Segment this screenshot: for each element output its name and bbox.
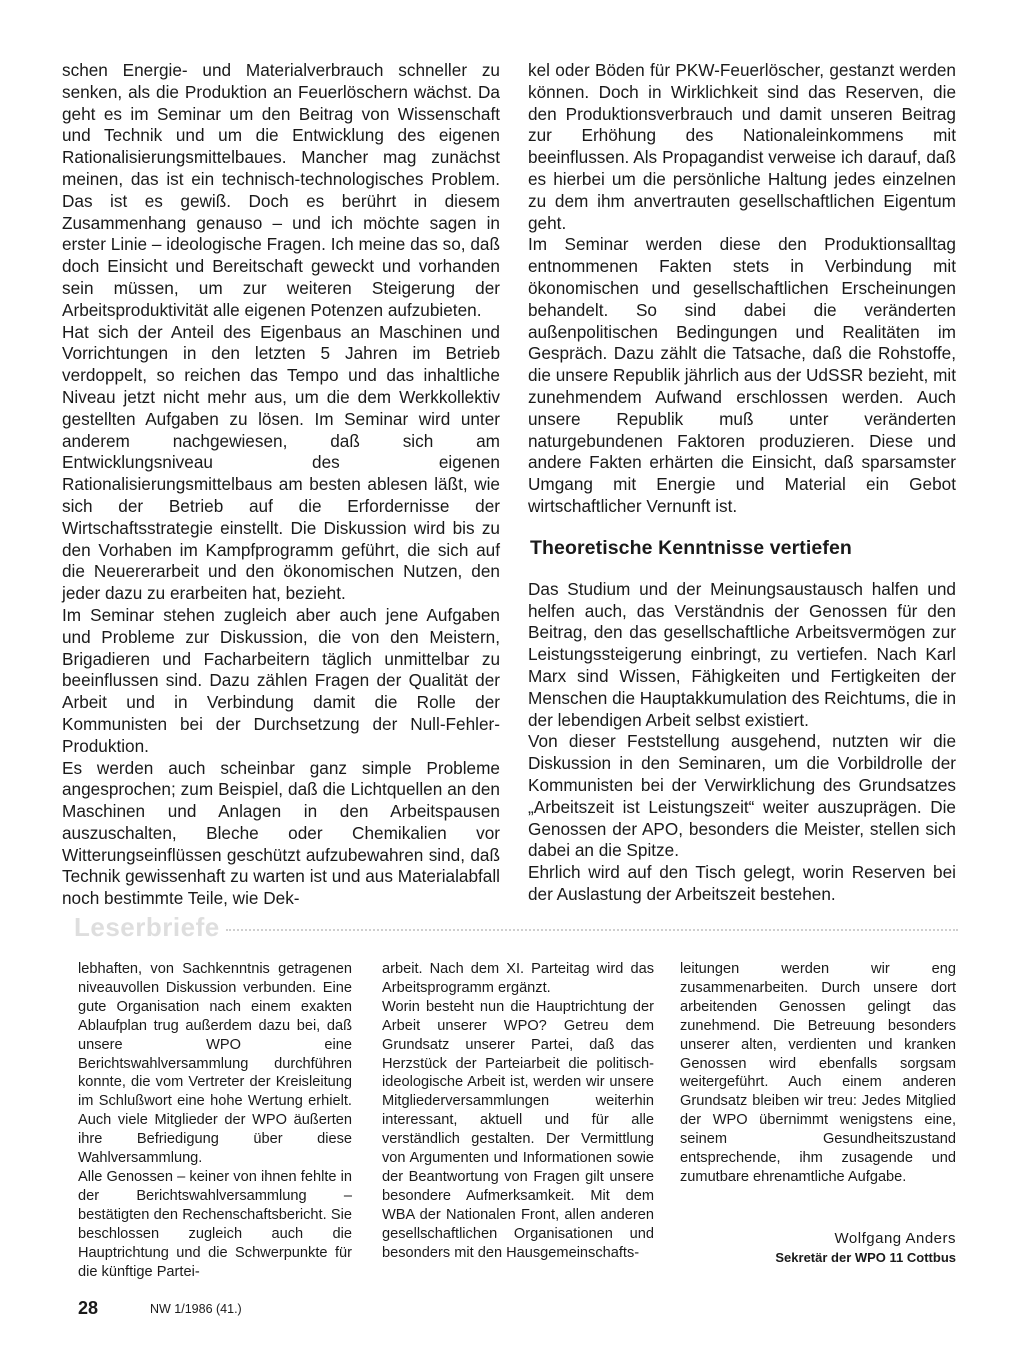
author-name: Wolfgang Anders	[834, 1230, 956, 1247]
article-paragraph: kel oder Böden für PKW-Feuerlöscher, gestanzt werden können. Doch in Wirklichkeit sind das Reserven, die den Produktionsverbrauch und damit unseren Beitrag zur Erhöhung des Nationaleinkommens mit beeinflussen. Als Propagandist verweise ich darauf, daß es hierbei um die persönliche Haltung jedes einzelnen zu dem ihm anvertrauten gesellschaftlichen Eigentum geht.	[528, 60, 956, 233]
letter-paragraph: lebhaften, von Sachkenntnis getragenen niveauvollen Diskussion verbunden. Eine gute Organisation nach einem exakten Ablaufplan trug außerdem dazu bei, daß unsere WPO eine Berichtswahlversammlung durchführen konnte, die vom Vertreter der Kreisleitung im Schlußwort eine hohe Wertung erhielt. Auch viele Mitglieder der WPO äußerten ihre Befriedigung über diese Wahlversammlung.	[78, 961, 352, 1167]
issue-reference: NW 1/1986 (41.)	[150, 1302, 242, 1316]
article-paragraph: schen Energie- und Materialverbrauch schneller zu senken, als die Produktion an Feuerlöschern wächst. Da geht es im Seminar um den Beitrag von Wissenschaft und Technik und um die Entwicklung des eigenen Rationalisierungsmittelbaues. Mancher mag zunächst meinen, das ist ein technisch-technologisches Problem. Das ist es gewiß. Doch es berührt in diesem Zusammenhang genauso – und ich möchte sagen in erster Linie – ideologische Fragen. Ich meine das so, daß doch Einsicht und Bereitschaft geweckt und vorhanden sein müssen, um zur weiteren Steigerung der Arbeitsproduktivität alle eigenen Potenzen aufzubieten.	[62, 60, 500, 320]
article-paragraph: Hat sich der Anteil des Eigenbaus an Maschinen und Vorrichtungen in den letzten 5 Jahren im Betrieb verdoppelt, so reichen das Tempo und das inhaltliche Niveau jetzt nicht mehr aus, um die dem Werkkollektiv gestellten Aufgaben zu lösen. Im Seminar wird unter anderem nachgewiesen, daß sich am Entwicklungsniveau des eigenen Rationalisierungsmittelbaus am besten ablesen läßt, wie sich der Betrieb auf die Erfordernisse der Wirtschaftsstrategie einstellt. Die Diskussion wird bis zu den Vorhaben im Kampfprogramm geführt, die sich auf die Neuererarbeit und den ökonomischen Nutzen, den jeder dazu zu erarbeiten hat, bezieht.	[62, 321, 500, 604]
letter-column-1	[78, 960, 352, 1281]
section-heading: Theoretische Kenntnisse vertiefen	[530, 536, 852, 559]
article-paragraph: Ehrlich wird auf den Tisch gelegt, worin Reserven bei der Auslastung der Arbeitszeit bestehen.	[528, 862, 956, 904]
article-paragraph: Im Seminar werden diese den Produktionsalltag entnommenen Fakten stets in Verbindung mit ökonomischen und gesellschaftlichen Erscheinungen behandelt. So sind dabei die veränderten außenpolitischen Bedingungen und Realitäten im Gespräch. Dazu zählt die Tatsache, daß die Rohstoffe, die unsere Republik jährlich aus der UdSSR bezieht, mit zunehmendem Aufwand erschlossen werden. Auch unsere Republik muß unter veränderten naturgebundenen Faktoren produzieren. Diese und andere Fakten erhärten die Einsicht, daß sparsamster Umgang mit Energie und Material ein Gebot wirtschaftlicher Vernunft ist.	[528, 234, 956, 516]
article-paragraph: Das Studium und der Meinungsaustausch halfen und helfen auch, das Verständnis der Genossen für den Beitrag, den das gesellschaftliche Arbeitsvermögen zur Leistungssteigerung einbringt, zu vertiefen. Nach Karl Marx sind Wissen, Fähigkeiten und Fertigkeiten der Menschen die Hauptakkumulation des Reichtums, die in der lebendigen Arbeit selbst existiert.	[528, 578, 957, 730]
letter-column-3	[680, 960, 956, 1187]
article-paragraph: Von dieser Feststellung ausgehend, nutzten wir die Diskussion in den Seminaren, um die Vorbildrolle der Kommunisten bei der Verwirklichung des Grundsatzes „Arbeitszeit ist Leistungszeit“ weiter auszuprägen. Die Genossen der APO, besonders die Meister, stellen sich dabei an die Spitze.	[528, 731, 956, 861]
article-column-left	[62, 60, 500, 910]
letters-section-label: Leserbriefe	[74, 912, 220, 942]
article-paragraph: Es werden auch scheinbar ganz simple Probleme angesprochen; zum Beispiel, daß die Lichtquellen an den Maschinen und Anlagen in den Arbeitspausen auszuschalten, Bleche oder Chemikalien vor Witterungseinflüssen geschützt aufzubewahren sind, daß Technik gewissenhaft zu warten ist und aus Materialabfall noch bestimmte Teile, wie Dek-	[62, 757, 500, 909]
letter-paragraph: leitungen werden wir eng zusammenarbeiten. Durch unsere dort arbeitenden Genossen gelingt das zunehmend. Die Betreuung besonders unserer alten, verdienten und kranken Genossen wird ebenfalls sorgsam weitergeführt. Auch einem anderen Grundsatz bleiben wir treu: Jedes Mitglied der WPO übernimmt wenigstens eine, seinem Gesundheitszustand entsprechende, ihm zusagende und zumutbare ehrenamtliche Aufgabe.	[680, 961, 956, 1185]
banner-divider	[226, 929, 958, 931]
letter-column-2	[382, 960, 654, 1263]
letter-paragraph: arbeit. Nach dem XI. Parteitag wird das Arbeitsprogramm ergänzt.	[382, 961, 654, 996]
letters-banner	[74, 912, 958, 942]
letter-signature	[700, 1229, 956, 1267]
letter-paragraph: Alle Genossen – keiner von ihnen fehlte in der Berichtswahlversammlung – bestätigten den Rechenschaftsbericht. Sie beschlossen zugleich auch die Hauptrichtung und die Schwerpunkte für die künftige Partei-	[78, 1168, 352, 1280]
author-title: Sekretär der WPO 11 Cottbus	[775, 1250, 956, 1265]
article-paragraph: Im Seminar stehen zugleich aber auch jene Aufgaben und Probleme zur Diskussion, die von den Meistern, Brigadieren und Facharbeitern täglich unmittelbar zu beeinflussen sind. Dazu zählen Fragen der Qualität der Arbeit und in Verbindung damit die Rolle der Kommunisten bei der Durchsetzung der Null-Fehler-Produktion.	[62, 604, 500, 756]
article-column-right	[528, 60, 956, 906]
page-number: 28	[78, 1298, 99, 1318]
letter-paragraph: Worin besteht nun die Hauptrichtung der Arbeit unserer WPO? Getreu dem Grundsatz unserer Partei, daß das Herzstück der Parteiarbeit die politisch-ideologische Arbeit ist, werden wir unsere Mitgliederversammlungen weiterhin interessant, aktuell und für alle verständlich gestalten. Der Vermittlung von Argumenten und Informationen sowie der Beantwortung von Fragen gilt unsere besondere Aufmerksamkeit. Mit dem WBA der Nationalen Front, allen anderen gesellschaftlichen Organisationen und besonders mit den Hausgemeinschafts-	[382, 998, 654, 1261]
